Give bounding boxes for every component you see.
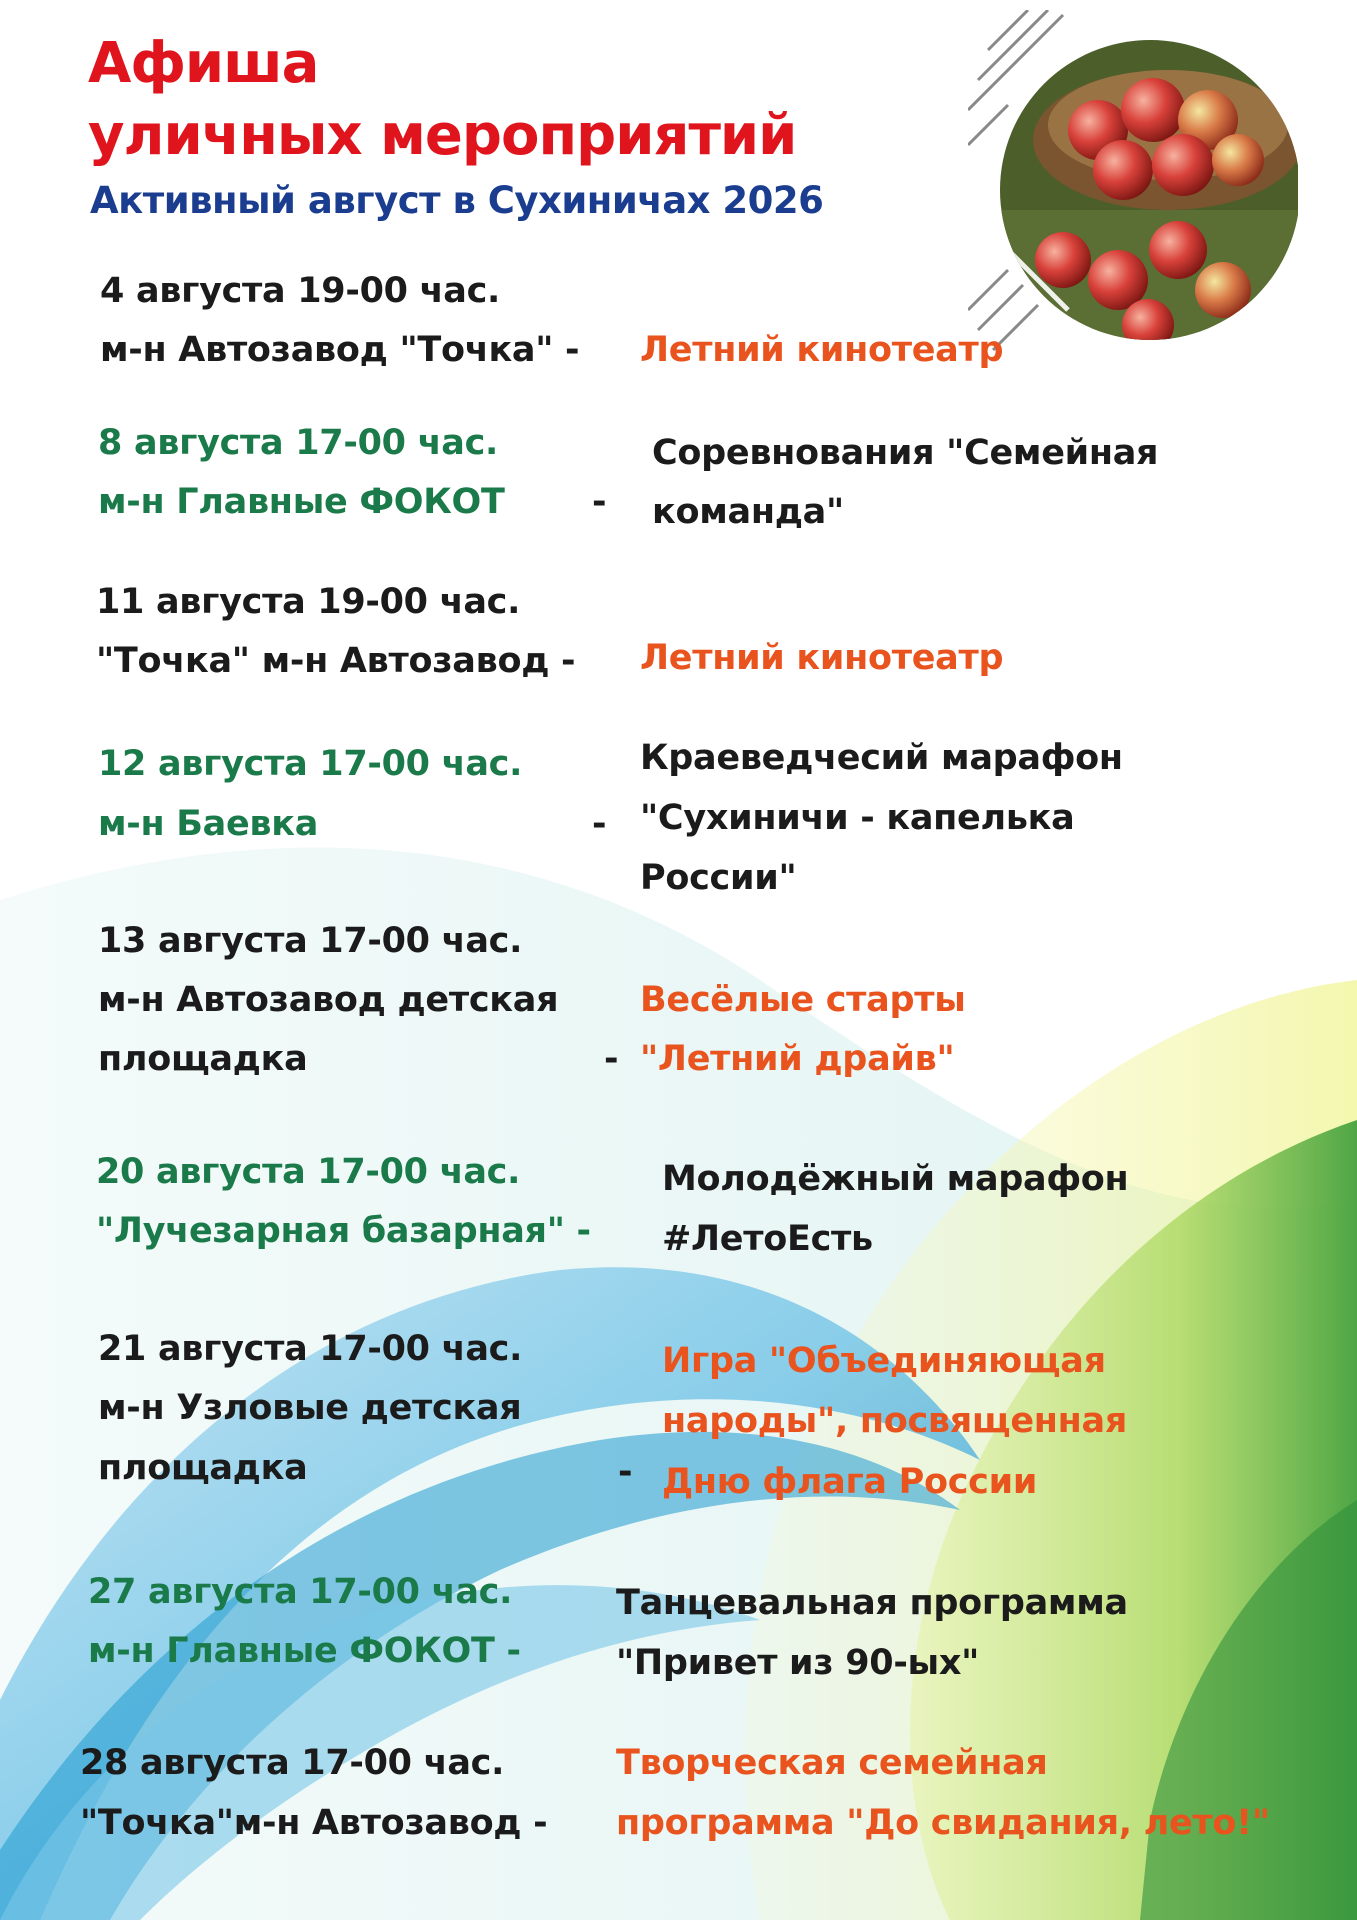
event-place: площадка <box>98 1448 308 1488</box>
event-date: 21 августа 17-00 час. <box>98 1329 523 1369</box>
event-title: Летний кинотеатр <box>640 330 1004 370</box>
event-dash: - <box>618 1452 633 1492</box>
event-title: Творческая семейная <box>616 1743 1048 1783</box>
event-date: 28 августа 17-00 час. <box>80 1743 505 1783</box>
event-title: программа "До свидания, лето!" <box>616 1803 1270 1843</box>
event-date: 11 августа 19-00 час. <box>96 582 521 622</box>
event-place: "Лучезарная базарная" - <box>96 1211 591 1251</box>
page-title-line-1: Афиша <box>88 31 319 96</box>
event-title: Весёлые старты <box>640 980 966 1020</box>
event-title: Дню флага России <box>662 1462 1038 1502</box>
event-title: Танцевальная программа <box>616 1583 1128 1623</box>
event-date: 27 августа 17-00 час. <box>88 1572 513 1612</box>
event-place: м-н Баевка <box>98 804 319 844</box>
event-place: м-н Узловые детская <box>98 1388 522 1428</box>
event-date: 4 августа 19-00 час. <box>100 271 501 311</box>
event-title: России" <box>640 858 797 898</box>
event-date: 20 августа 17-00 час. <box>96 1152 521 1192</box>
event-date: 12 августа 17-00 час. <box>98 744 523 784</box>
event-date: 13 августа 17-00 час. <box>98 921 523 961</box>
event-title: Молодёжный марафон <box>662 1159 1129 1199</box>
event-title: Летний кинотеатр <box>640 638 1004 678</box>
event-place: м-н Главные ФОКОТ <box>98 482 505 522</box>
event-place: "Точка" м-н Автозавод - <box>96 641 576 681</box>
event-dash: - <box>604 1039 619 1079</box>
event-title: #ЛетоЕсть <box>662 1219 873 1259</box>
event-title: Игра "Объединяющая <box>662 1341 1106 1381</box>
event-place: м-н Автозавод детская <box>98 980 559 1020</box>
event-place: "Точка"м-н Автозавод - <box>80 1803 548 1843</box>
event-place: м-н Главные ФОКОТ - <box>88 1631 521 1671</box>
event-date: 8 августа 17-00 час. <box>98 423 499 463</box>
event-title: "Сухиничи - капелька <box>640 798 1075 838</box>
event-place: м-н Автозавод "Точка" - <box>100 330 580 370</box>
page-subtitle: Активный август в Сухиничах 2026 <box>90 179 824 222</box>
event-dash: - <box>592 482 607 522</box>
event-title: народы", посвященная <box>662 1401 1128 1441</box>
event-place: площадка <box>98 1039 308 1079</box>
event-title: команда" <box>652 492 844 532</box>
event-title: Соревнования "Семейная <box>652 433 1159 473</box>
event-dash: - <box>592 804 607 844</box>
page-title-line-2: уличных мероприятий <box>88 103 797 168</box>
event-title: "Привет из 90-ых" <box>616 1643 980 1683</box>
event-title: Краеведчесий марафон <box>640 738 1123 778</box>
event-title: "Летний драйв" <box>640 1039 955 1079</box>
